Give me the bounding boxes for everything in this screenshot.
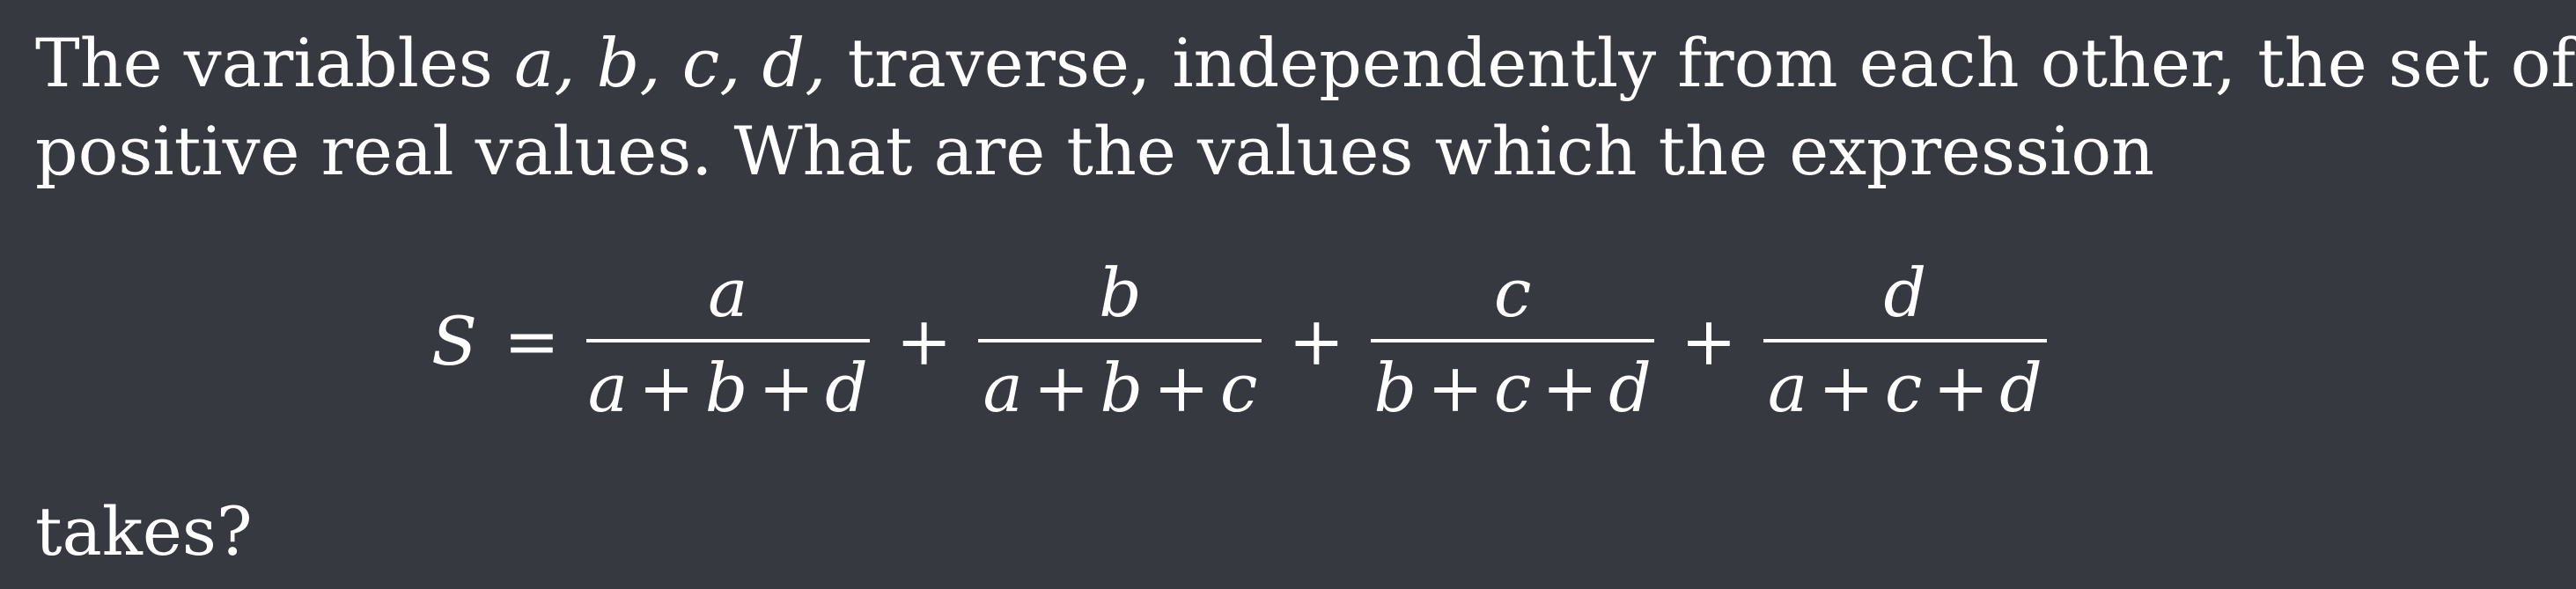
fraction-denominator — [983, 344, 1257, 432]
statement-line-2: positive real values. What are the values which the expression — [35, 112, 2155, 190]
equation-row — [431, 239, 2047, 442]
plus-sign: + — [1288, 301, 1345, 380]
plus-sign: + — [1427, 349, 1483, 427]
equals-sign: = — [504, 301, 560, 380]
word: set — [2388, 24, 2490, 102]
fraction-bar — [1371, 339, 1654, 342]
denominator-term: d — [1999, 349, 2042, 427]
denominator-term: b — [1373, 349, 1417, 427]
plus-sign: + — [638, 349, 695, 427]
word: The — [35, 24, 163, 102]
denominator-term: b — [704, 349, 748, 427]
word: variables — [183, 24, 493, 102]
denominator-term: d — [1608, 349, 1652, 427]
plus-sign: + — [1681, 301, 1737, 380]
fraction-2 — [978, 249, 1262, 432]
fraction-numerator: b — [1099, 254, 1142, 332]
word: of — [2510, 24, 2576, 102]
display-equation — [35, 239, 2410, 442]
word: each — [1858, 24, 2020, 102]
plus-sign: + — [1818, 349, 1874, 427]
plus-sign: + — [758, 349, 815, 427]
word: from — [1677, 24, 1838, 102]
fraction-3 — [1371, 249, 1654, 432]
word: the — [2257, 24, 2367, 102]
statement-line-1 — [35, 19, 2576, 107]
denominator-term: c — [1884, 349, 1923, 427]
plus-sign: + — [895, 301, 953, 380]
fraction-denominator — [588, 344, 868, 432]
closing-question: takes? — [35, 492, 253, 571]
denominator-term: b — [1100, 349, 1144, 427]
fraction-denominator — [1374, 344, 1652, 432]
word: independently — [1172, 24, 1657, 102]
denominator-term: c — [1219, 349, 1258, 427]
plus-sign: + — [1153, 349, 1210, 427]
fraction-bar — [586, 339, 870, 342]
fraction-denominator — [1768, 344, 2042, 432]
plus-sign: + — [1542, 349, 1599, 427]
problem-statement — [35, 19, 2576, 195]
plus-sign: + — [1932, 349, 1990, 427]
fraction-1 — [586, 249, 870, 432]
fraction-bar — [978, 339, 1262, 342]
fraction-numerator: c — [1493, 254, 1532, 332]
equation-lhs: S — [431, 301, 478, 380]
word: traverse, — [847, 24, 1152, 102]
denominator-term: a — [983, 349, 1023, 427]
denominator-term: a — [1767, 349, 1808, 427]
variables-list: a, b, c, d, — [514, 24, 827, 102]
plus-sign: + — [1033, 349, 1090, 427]
denominator-term: c — [1493, 349, 1532, 427]
fraction-bar — [1763, 339, 2047, 342]
denominator-term: a — [587, 349, 629, 427]
fraction-4 — [1763, 249, 2047, 432]
word: other, — [2040, 24, 2237, 102]
denominator-term: d — [825, 349, 868, 427]
fraction-numerator: a — [708, 254, 748, 332]
fraction-numerator: d — [1883, 254, 1927, 332]
